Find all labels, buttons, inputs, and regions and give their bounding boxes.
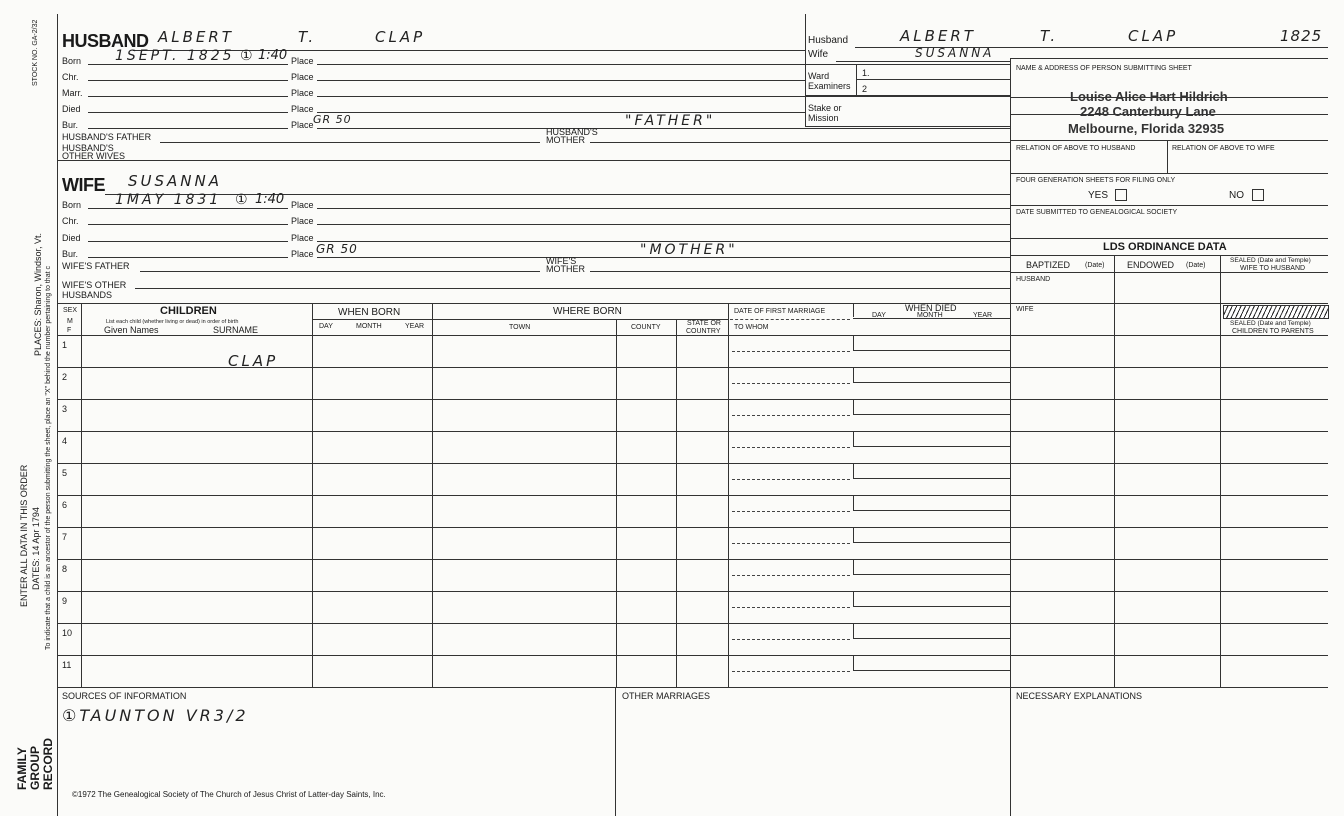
wife-chr-place-label: Place xyxy=(291,216,314,226)
husband-born-source: ① xyxy=(240,48,253,64)
husband-born-label: Born xyxy=(62,56,82,66)
submitter-line-2: 2248 Canterbury Lane xyxy=(1080,104,1216,119)
lds-title: LDS ORDINANCE DATA xyxy=(1103,241,1227,253)
yes-checkbox[interactable] xyxy=(1115,189,1127,201)
child-row-number: 10 xyxy=(62,628,73,638)
wife-born-page: 1:40 xyxy=(255,192,285,207)
to-whom-label: TO WHOM xyxy=(734,324,769,331)
death-date-cell xyxy=(853,560,1010,575)
when-born-label: WHEN BORN xyxy=(338,307,401,318)
wife-mother-label-2: MOTHER xyxy=(546,264,585,274)
death-date-cell xyxy=(853,656,1010,671)
marriage-date-line xyxy=(732,575,850,576)
wife-born-date: 1MAY 1831 xyxy=(115,192,222,208)
county-label: COUNTY xyxy=(631,324,661,331)
town-label: TOWN xyxy=(509,324,531,331)
husband-born-date: 1SEPT. 1825 xyxy=(115,48,235,64)
husband-other-wives-label-2: OTHER WIVES xyxy=(62,151,126,161)
children-instruction: List each child (whether living or dead) in order of birth xyxy=(106,319,239,325)
ward-label: Ward xyxy=(808,71,830,81)
stock-number: STOCK NO. GA-2/32 xyxy=(32,19,39,86)
wife-chr-label: Chr. xyxy=(62,216,79,226)
wife-mother-label-1: WIFE'S xyxy=(546,256,577,266)
husband-died-label: Died xyxy=(62,104,81,114)
examiner-2: 2 xyxy=(862,84,868,94)
wife-died-label: Died xyxy=(62,233,81,243)
died-month-label: MONTH xyxy=(917,312,943,319)
id-husband-year: 1825 xyxy=(1280,27,1323,45)
given-names-label: Given Names xyxy=(104,325,159,335)
sex-m-label: M xyxy=(67,318,73,325)
husband-other-wives-label-1: HUSBAND'S xyxy=(62,143,114,153)
child-row-line xyxy=(58,655,1328,656)
no-checkbox[interactable] xyxy=(1252,189,1264,201)
marriage-date-line xyxy=(732,543,850,544)
child-row-number: 2 xyxy=(62,372,68,382)
husband-initial: T. xyxy=(298,28,317,46)
wife-name: SUSANNA xyxy=(128,172,222,190)
yes-label: YES xyxy=(1088,190,1109,201)
where-born-label: WHERE BORN xyxy=(553,306,622,317)
born-month-label: MONTH xyxy=(356,323,382,330)
marriage-date-line xyxy=(732,383,850,384)
husband-bur-place-value: GR 50 xyxy=(313,113,352,126)
death-date-cell xyxy=(853,528,1010,543)
marriage-date-line xyxy=(732,607,850,608)
husband-mother-label-1: HUSBAND'S xyxy=(546,127,598,137)
child-row-number: 4 xyxy=(62,436,68,446)
husband-born-page: 1:40 xyxy=(258,48,288,63)
wife-born-place-label: Place xyxy=(291,200,314,210)
ancestor-instruction: To indicate that a child is an ancestor of the person submitting the sheet, place an "X" behind the number pertaining to that c xyxy=(45,266,52,650)
wife-born-label: Born xyxy=(62,200,82,210)
wife-bur-label: Bur. xyxy=(62,249,79,259)
born-day-label: DAY xyxy=(319,323,333,330)
died-day-label: DAY xyxy=(872,312,886,319)
child-row-line xyxy=(58,527,1328,528)
sex-label: SEX xyxy=(63,307,78,314)
husband-born-place-label: Place xyxy=(291,56,314,66)
death-date-cell xyxy=(853,336,1010,351)
explanations-label: NECESSARY EXPLANATIONS xyxy=(1016,691,1143,701)
wife-heading: WIFE xyxy=(62,175,105,195)
marriage-date-line xyxy=(732,511,850,512)
four-generation-label: FOUR GENERATION SHEETS FOR FILING ONLY xyxy=(1016,177,1176,184)
child-row-line xyxy=(58,431,1328,432)
lds-husband-label: HUSBAND xyxy=(1016,276,1051,283)
lds-wife-label: WIFE xyxy=(1016,306,1034,313)
marriage-date-line xyxy=(732,415,850,416)
submitter-label: NAME & ADDRESS OF PERSON SUBMITTING SHEET xyxy=(1016,65,1192,72)
sealed-wife-label-1: SEALED (Date and Temple) xyxy=(1230,257,1311,264)
stake-label-2: Mission xyxy=(808,113,839,123)
husband-father-label: HUSBAND'S FATHER xyxy=(62,132,152,142)
child-row-number: 8 xyxy=(62,564,68,574)
marriage-date-line xyxy=(732,479,850,480)
submitter-line-3: Melbourne, Florida 32935 xyxy=(1068,121,1225,136)
child-row-line xyxy=(58,559,1328,560)
endowed-label: ENDOWED xyxy=(1127,260,1174,270)
marriage-date-line xyxy=(732,639,850,640)
death-date-cell xyxy=(853,432,1010,447)
source-1: ①TAUNTON VR3/2 xyxy=(62,706,249,725)
child-row-number: 7 xyxy=(62,532,68,542)
husband-surname: CLAP xyxy=(375,28,426,46)
child-row-number: 5 xyxy=(62,468,68,478)
wife-bur-place-value: GR 50 xyxy=(316,242,358,256)
header-divider xyxy=(805,14,806,126)
sources-label: SOURCES OF INFORMATION xyxy=(62,691,187,701)
title-record: RECORD xyxy=(41,737,55,790)
husband-mother-value: "FATHER" xyxy=(625,113,716,129)
death-date-cell xyxy=(853,400,1010,415)
wife-father-label: WIFE'S FATHER xyxy=(62,261,130,271)
child-row-line xyxy=(58,495,1328,496)
other-marriages-label: OTHER MARRIAGES xyxy=(622,691,711,701)
sealed-hatched-area xyxy=(1223,305,1329,319)
marriage-date-line xyxy=(732,447,850,448)
child-row-number: 1 xyxy=(62,340,68,350)
death-date-cell xyxy=(853,592,1010,607)
id-husband-given: ALBERT xyxy=(900,27,976,45)
left-margin-line xyxy=(57,14,58,816)
baptized-date-label: (Date) xyxy=(1085,262,1105,269)
sealed-wife-label-2: WIFE TO HUSBAND xyxy=(1240,265,1306,272)
child-row-number: 3 xyxy=(62,404,68,414)
state-label-2: COUNTRY xyxy=(686,328,721,335)
stake-label-1: Stake or xyxy=(808,103,842,113)
when-died-label: WHEN DIED xyxy=(905,303,957,313)
id-wife-value: SUSANNA xyxy=(915,46,995,60)
sex-f-label: F xyxy=(67,327,72,334)
id-husband-initial: T. xyxy=(1040,27,1059,45)
wife-born-source: ① xyxy=(235,192,248,208)
death-date-cell xyxy=(853,464,1010,479)
right-column-divider xyxy=(1010,58,1011,816)
children-title: CHILDREN xyxy=(160,305,217,317)
sealed-children-label-1: SEALED (Date and Temple) xyxy=(1230,320,1311,327)
id-husband-surname: CLAP xyxy=(1128,27,1179,45)
husband-chr-label: Chr. xyxy=(62,72,79,82)
wife-other-husbands-label-1: WIFE'S OTHER xyxy=(62,280,127,290)
marriage-date-line xyxy=(732,671,850,672)
wife-bur-place-label: Place xyxy=(291,249,314,259)
places-note: PLACES: Sharon, Windsor, Vt. xyxy=(33,232,43,356)
wife-died-place-label: Place xyxy=(291,233,314,243)
dates-note: DATES: 14 Apr 1794 xyxy=(31,507,41,590)
child-row-line xyxy=(58,399,1328,400)
died-year-label: YEAR xyxy=(973,312,993,319)
surname-label: SURNAME xyxy=(213,325,259,335)
marriage-date-line xyxy=(732,351,850,352)
husband-died-place-label: Place xyxy=(291,104,314,114)
death-date-cell xyxy=(853,624,1010,639)
child-row-line xyxy=(58,623,1328,624)
copyright: ©1972 The Genealogical Society of The Church of Jesus Christ of Latter-day Saints, Inc. xyxy=(72,790,386,799)
no-label: NO xyxy=(1229,190,1244,201)
state-label-1: STATE OR xyxy=(687,320,721,327)
husband-bur-place-label: Place xyxy=(291,120,314,130)
first-marriage-label: DATE OF FIRST MARRIAGE xyxy=(734,308,826,315)
child-row-line xyxy=(58,591,1328,592)
death-date-cell xyxy=(853,368,1010,383)
death-date-cell xyxy=(853,496,1010,511)
relation-husband-label: RELATION OF ABOVE TO HUSBAND xyxy=(1016,145,1136,152)
title-group: GROUP xyxy=(28,745,42,790)
child-1-surname: CLAP xyxy=(228,352,279,370)
examiners-label: Examiners xyxy=(808,81,851,91)
endowed-date-label: (Date) xyxy=(1186,262,1206,269)
husband-bur-label: Bur. xyxy=(62,120,79,130)
examiner-1: 1. xyxy=(862,68,870,78)
husband-chr-place-label: Place xyxy=(291,72,314,82)
wife-other-husbands-label-2: HUSBANDS xyxy=(62,290,113,300)
wife-mother-value: "MOTHER" xyxy=(640,242,738,258)
child-row-number: 6 xyxy=(62,500,68,510)
baptized-label: BAPTIZED xyxy=(1026,260,1071,270)
child-row-number: 11 xyxy=(62,660,72,670)
husband-heading: HUSBAND xyxy=(62,31,149,51)
husband-marr-place-label: Place xyxy=(291,88,314,98)
title-family: FAMILY xyxy=(15,747,29,790)
relation-wife-label: RELATION OF ABOVE TO WIFE xyxy=(1172,145,1275,152)
id-wife-label: Wife xyxy=(808,49,828,60)
child-row-number: 9 xyxy=(62,596,68,606)
child-row-line xyxy=(58,463,1328,464)
submitter-line-1: Louise Alice Hart Hildrich xyxy=(1070,89,1228,104)
sealed-children-label-2: CHILDREN TO PARENTS xyxy=(1232,328,1314,335)
husband-mother-label-2: MOTHER xyxy=(546,135,585,145)
id-husband-label: Husband xyxy=(808,35,849,46)
enter-all-note: ENTER ALL DATA IN THIS ORDER xyxy=(19,464,29,607)
date-submitted-label: DATE SUBMITTED TO GENEALOGICAL SOCIETY xyxy=(1016,209,1178,216)
born-year-label: YEAR xyxy=(405,323,425,330)
husband-given-name: ALBERT xyxy=(158,28,234,46)
husband-marr-label: Marr. xyxy=(62,88,83,98)
